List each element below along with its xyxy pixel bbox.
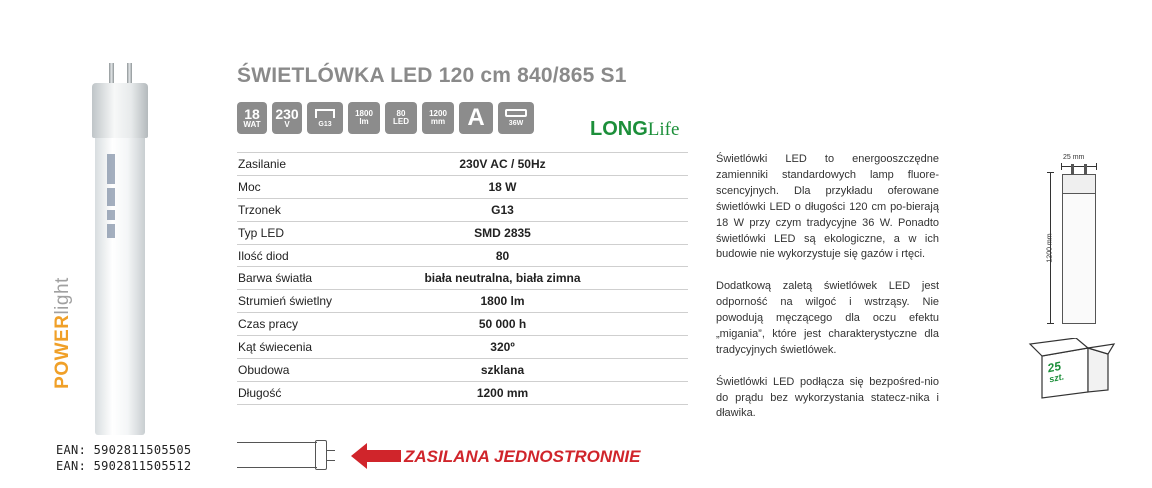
table-row: Czas pracy 50 000 h [237,313,688,336]
tube-end-cap [92,83,148,138]
badge-power: 18 WAT [237,102,267,134]
table-row: Moc 18 W [237,175,688,198]
spec-badges [237,102,534,134]
description-paragraph-2: Dodatkową zaletą świetlówek LED jest odporność na wilgoć i wstrząsy. Nie powodują męczącego dla oczu efektu „migania”, które jest charakterystyczne dla tradycyjnych świetlówek. [716,280,939,356]
badge-voltage: 230 V [272,102,302,134]
tube-cap-outline [1062,174,1096,194]
power-note: ZASILANA JEDNOSTRONNIE [404,447,641,466]
package-box-icon [1028,338,1116,400]
ean-code-1: EAN: 5902811505505 [56,443,192,457]
badge-equivalent: 36W [498,102,534,134]
longlife-logo: LONGLife [590,118,680,140]
badge-energy-class: A [459,102,493,134]
arrow-left-icon [351,443,401,469]
description-paragraph-1: Świetlówki LED to energooszczędne zamienniki standardowych lamp fluore-scencyjnych. Dla przykładu oferowane świetlówki LED o długości 120 cm po-bierają 18 W przy czym tradycyjne 36 W. Ponadto świetlówki LED są ekologiczne, a w ich budowie nie wykorzystuje się gazów i rtęci. [716,153,939,261]
description-paragraph-3: Świetlówki LED podłącza się bezpośred-nio do prądu bez wykorzystania statecz-nika i dławika. [716,375,939,420]
socket-icon [315,109,335,118]
height-label-wrap [1038,233,1062,263]
tube-pin-right [127,63,132,85]
tube-outline [1062,174,1096,324]
fluorescent-tube-icon [505,109,527,117]
width-dimension-line [1061,166,1097,167]
single-side-power-diagram [237,438,657,474]
width-label: 25 mm [1063,154,1085,161]
tube-end-icon [315,440,327,470]
badge-led-count: 80 LED [385,102,417,134]
table-row: Trzonek G13 [237,198,688,221]
badge-socket: G13 [307,102,343,134]
table-row: Typ LED SMD 2835 [237,221,688,244]
brand-logo-vertical: POWERlight [52,277,73,389]
badge-lumen: 1800 lm [348,102,380,134]
ean-code-2: EAN: 5902811505512 [56,459,192,473]
table-row: Strumień świetlny 1800 lm [237,290,688,313]
product-title: ŚWIETLÓWKA LED 120 cm 840/865 S1 [237,64,627,87]
tube-pin-left [109,63,114,85]
table-row: Ilość diod 80 [237,244,688,267]
package-count: 25 szt. [1046,358,1065,385]
table-row: Zasilanie 230V AC / 50Hz [237,153,688,176]
tube-print-marks [104,150,118,260]
table-row: Kąt świecenia 320º [237,336,688,359]
table-row: Obudowa szklana [237,359,688,382]
table-row: Barwa światła biała neutralna, biała zimna [237,267,688,290]
badge-length: 1200 mm [422,102,454,134]
spec-table [237,152,688,405]
product-description [716,152,939,438]
height-label: 1200 mm [1046,233,1054,263]
table-row: Długość 1200 mm [237,381,688,404]
